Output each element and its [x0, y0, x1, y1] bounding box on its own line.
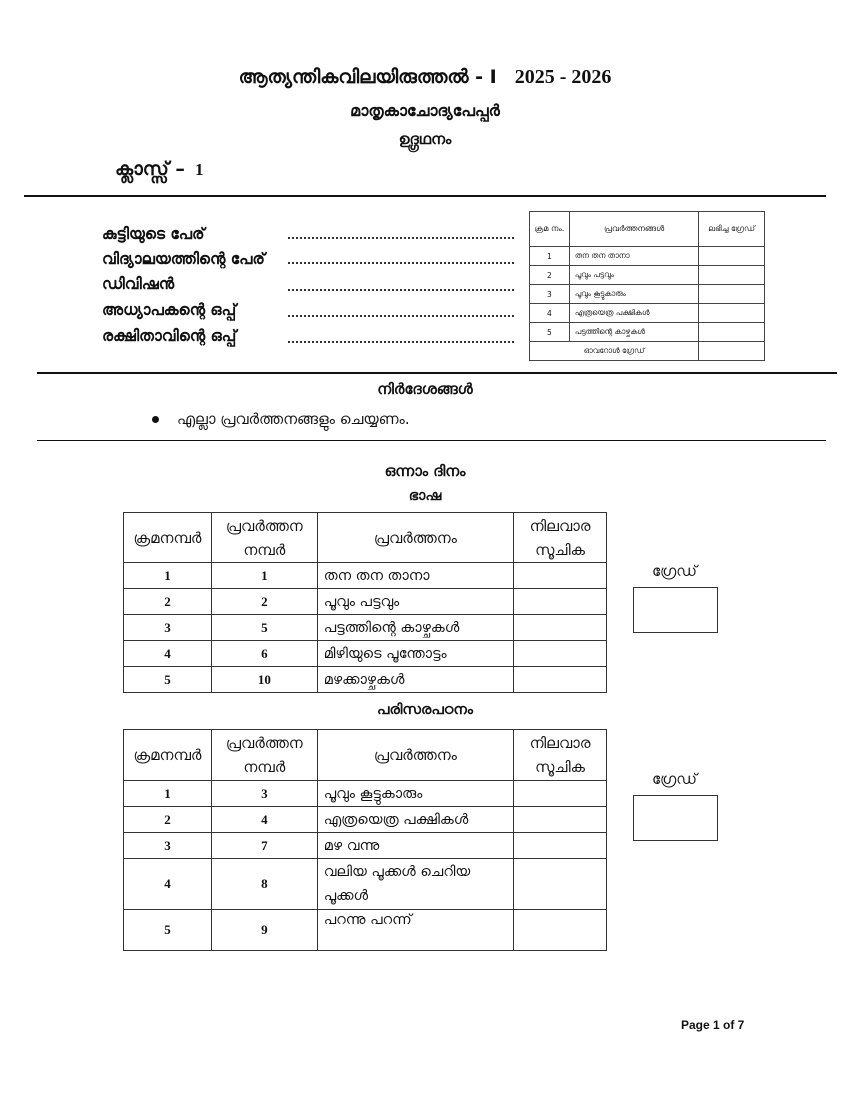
instruction-item: [152, 410, 410, 428]
header-indicator: നിലവാര സൂചിക: [514, 513, 607, 563]
summary-header-activity: പ്രവർത്തനങ്ങൾ: [569, 212, 698, 247]
section-title-language: ഭാഷ: [408, 488, 442, 504]
field-division-label: ഡിവിഷൻ: [102, 275, 175, 293]
header-serial: ക്രമനമ്പർ: [124, 730, 212, 781]
cell-serial: 3: [124, 833, 212, 859]
grade-label-language: ഗ്രേഡ്: [652, 562, 697, 580]
unit-title: ഉദ്ഗ്രഥനം: [398, 130, 452, 148]
header-activity-number: പ്രവർത്തന നമ്പർ: [211, 513, 317, 563]
table-header-row: [124, 730, 607, 781]
summary-overall-grade-cell[interactable]: [699, 342, 765, 361]
header-divider: [24, 195, 826, 197]
summary-serial: 2: [530, 266, 570, 285]
summary-header-serial: ക്രമ നം.: [530, 212, 570, 247]
field-teacher-signature-label: അധ്യാപകന്റെ ഒപ്പ്: [102, 301, 237, 319]
cell-serial: 3: [124, 615, 212, 641]
instructions-divider: [37, 440, 826, 441]
cell-indicator[interactable]: [514, 781, 607, 807]
summary-header-grade: ലഭിച്ച ഗ്രേഡ്: [699, 212, 765, 247]
grade-box-language[interactable]: [633, 587, 718, 633]
summary-activity: പട്ടത്തിന്റെ കാഴ്ചകൾ: [569, 323, 698, 342]
class-heading: [115, 158, 203, 180]
cell-activity-number: 2: [211, 589, 317, 615]
cell-activity: മിഴിയുടെ പൂന്തോട്ടം: [317, 641, 513, 667]
cell-activity: എത്രയെത്ര പക്ഷികൾ: [317, 807, 513, 833]
summary-grade-cell[interactable]: [699, 247, 765, 266]
instruction-text: എല്ലാ പ്രവർത്തനങ്ങളും ചെയ്യണം.: [177, 410, 410, 428]
header-activity-number: പ്രവർത്തന നമ്പർ: [211, 730, 317, 781]
paper-type: മാതൃകാചോദ്യപേപ്പർ: [350, 101, 500, 120]
cell-activity-number: 1: [211, 563, 317, 589]
summary-grade-cell[interactable]: [699, 266, 765, 285]
cell-activity-number: 7: [211, 833, 317, 859]
summary-activity: തന തന താനാ: [569, 247, 698, 266]
cell-activity: തന തന താനാ: [317, 563, 513, 589]
cell-serial: 4: [124, 859, 212, 910]
exam-title: [0, 66, 850, 89]
header-activity: പ്രവർത്തനം: [317, 730, 513, 781]
grade-label-environment: ഗ്രേഡ്: [652, 770, 697, 788]
cell-indicator[interactable]: [514, 615, 607, 641]
header-activity: പ്രവർത്തനം: [317, 513, 513, 563]
grade-box-environment[interactable]: [633, 795, 718, 841]
bullet-icon: [152, 416, 159, 423]
cell-activity-number: 4: [211, 807, 317, 833]
cell-indicator[interactable]: [514, 563, 607, 589]
cell-activity-number: 9: [211, 910, 317, 951]
cell-serial: 2: [124, 807, 212, 833]
header-indicator: നിലവാര സൂചിക: [514, 730, 607, 781]
cell-activity: പട്ടത്തിന്റെ കാഴ്ചകൾ: [317, 615, 513, 641]
cell-indicator[interactable]: [514, 910, 607, 951]
cell-indicator[interactable]: [514, 833, 607, 859]
table-row: [124, 807, 607, 833]
language-activity-table: [123, 512, 607, 693]
summary-serial: 1: [530, 247, 570, 266]
exam-title-text: ആത്യന്തികവിലയിരുത്തൽ - I: [238, 66, 497, 88]
cell-activity: പറന്നു പറന്ന്: [317, 910, 513, 951]
summary-overall-row: [530, 342, 765, 361]
cell-activity-number: 3: [211, 781, 317, 807]
cell-activity: മഴ വന്നു: [317, 833, 513, 859]
cell-activity: പൂവും കൂട്ടുകാരും: [317, 781, 513, 807]
summary-serial: 3: [530, 285, 570, 304]
field-parent-signature-line[interactable]: [288, 341, 514, 343]
cell-serial: 1: [124, 563, 212, 589]
table-row: [124, 833, 607, 859]
cell-activity-number: 8: [211, 859, 317, 910]
fields-divider: [37, 372, 837, 374]
table-row: [124, 641, 607, 667]
cell-indicator[interactable]: [514, 667, 607, 693]
field-student-name-label: കുട്ടിയുടെ പേര്: [102, 225, 205, 243]
summary-row: [530, 285, 765, 304]
table-row: [124, 781, 607, 807]
section-title-environment: പരിസരപഠനം: [377, 702, 473, 718]
summary-row: [530, 266, 765, 285]
table-row: [124, 615, 607, 641]
field-school-name-label: വിദ്യാലയത്തിന്റെ പേര്: [102, 250, 265, 268]
table-row: [124, 859, 607, 910]
page-number: Page 1 of 7: [681, 1018, 745, 1032]
cell-serial: 5: [124, 910, 212, 951]
field-student-name-line[interactable]: [288, 237, 514, 239]
summary-row: [530, 247, 765, 266]
summary-header-row: [530, 212, 765, 247]
summary-activity: പൂവും കൂട്ടുകാരും: [569, 285, 698, 304]
summary-row: [530, 323, 765, 342]
cell-activity-number: 10: [211, 667, 317, 693]
cell-serial: 2: [124, 589, 212, 615]
field-teacher-signature-line[interactable]: [288, 315, 514, 317]
class-number: 1: [194, 160, 204, 179]
table-row: [124, 589, 607, 615]
cell-indicator[interactable]: [514, 859, 607, 910]
cell-serial: 5: [124, 667, 212, 693]
field-division-line[interactable]: [288, 289, 514, 291]
cell-activity-number: 6: [211, 641, 317, 667]
summary-activity: എത്രയെത്ര പക്ഷികൾ: [569, 304, 698, 323]
class-label: ക്ലാസ്സ് –: [115, 158, 185, 180]
table-row: [124, 910, 607, 951]
cell-indicator[interactable]: [514, 589, 607, 615]
summary-grade-cell[interactable]: [699, 285, 765, 304]
field-school-name-line[interactable]: [288, 262, 514, 264]
cell-activity: പൂവും പട്ടവും: [317, 589, 513, 615]
cell-serial: 1: [124, 781, 212, 807]
instructions-heading: നിർദേശങ്ങൾ: [377, 380, 473, 398]
summary-serial: 4: [530, 304, 570, 323]
field-parent-signature-label: രക്ഷിതാവിന്റെ ഒപ്പ്: [102, 327, 237, 345]
summary-row: [530, 304, 765, 323]
summary-grade-cell[interactable]: [699, 323, 765, 342]
table-row: [124, 667, 607, 693]
cell-indicator[interactable]: [514, 807, 607, 833]
table-header-row: [124, 513, 607, 563]
summary-overall-label: ഓവറോൾ ഗ്രേഡ്: [530, 342, 699, 361]
cell-activity-number: 5: [211, 615, 317, 641]
cell-activity: മഴക്കാഴ്ചകൾ: [317, 667, 513, 693]
summary-serial: 5: [530, 323, 570, 342]
exam-year: 2025 - 2026: [514, 66, 612, 88]
table-row: [124, 563, 607, 589]
day-title: ഒന്നാം ദിനം: [384, 462, 466, 480]
summary-activity: പൂവും പട്ടവും: [569, 266, 698, 285]
cell-indicator[interactable]: [514, 641, 607, 667]
summary-grade-table: [529, 211, 765, 361]
cell-serial: 4: [124, 641, 212, 667]
header-serial: ക്രമനമ്പർ: [124, 513, 212, 563]
cell-activity: വലിയ പൂക്കൾ ചെറിയ പൂക്കൾ: [317, 859, 513, 910]
summary-grade-cell[interactable]: [699, 304, 765, 323]
environment-activity-table: [123, 729, 607, 951]
